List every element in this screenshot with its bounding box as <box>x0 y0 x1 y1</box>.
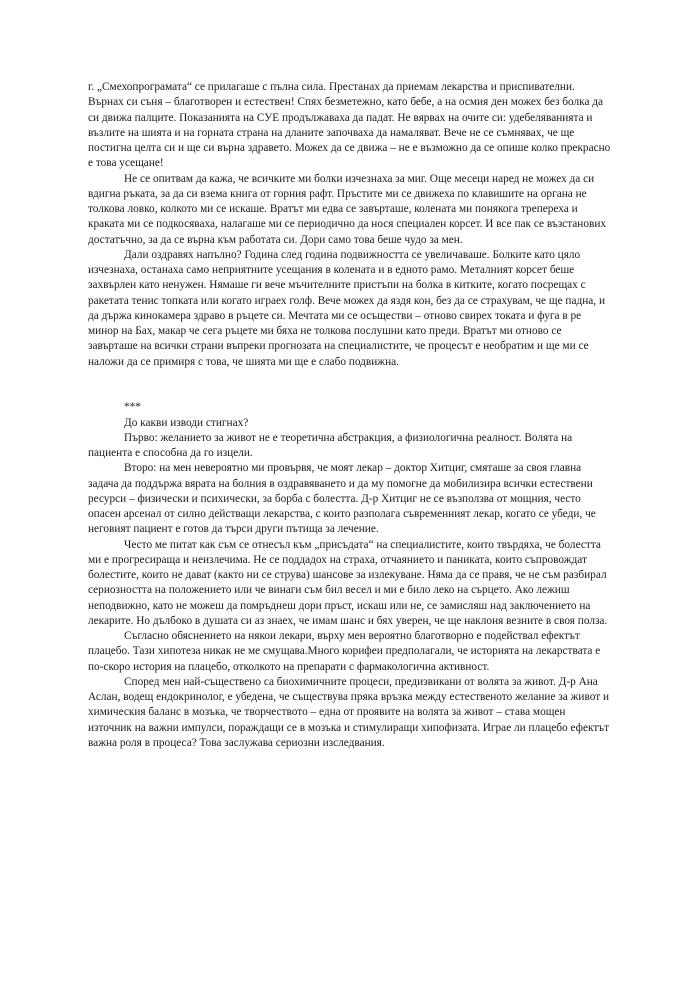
document-page <box>88 80 612 751</box>
paragraph-verdict: Често ме питат как съм се отнесъл към „присъдата“ на специалистите, които твърдяха, че болестта ми е прогресираща и неизлечима. Не се поддадох на страха, отчаянието и паниката, които съпровождат болестите, които не дават (както ни се струва) шансове за излекуване. Няма да се правя, че не съм разбирал сериозността на положението или че винаги съм бил весел и ми е било леко на сърцето. Ако лежиш неподвижно, като не можеш да помръднеш дори пръст, искаш или не, се замисляш над заключението на лекарите. Но дълбоко в душата си аз знаех, че имам шанс и бях уверен, че ще наклоня везните в своя полза. <box>88 538 608 627</box>
paragraph-placebo: Съгласно обяснението на някои лекари, върху мен вероятно благотворно е подействал ефектът плацебо. Тази хипотеза никак не ме смущава.Много корифеи предполагали, че историята на лекарствата е по-скоро история на плацебо, отколкото на препарати с фармакологична активност. <box>88 630 601 673</box>
paragraph-second-conclusion: Второ: на мен невероятно ми провървя, че моят лекар – доктор Хитциг, смяташе за своя главна задача да поддържа вярата на болния в оздравяването и да му помогне да мобилизира всички естествени ресурси – физически и психически, за борба с болестта. Д-р Хитциг не се възползва от мощния, често опасен арсенал от силно действащи лекарства, с които разполага съвременният лекар, когато се убеди, че неговият пациент е готов да търси други пътища за лечение. <box>88 462 596 536</box>
paragraph-continuation: г. „Смехопрограмата“ се прилагаше с пълна сила. Престанах да приемам лекарства и приспивателни. Върнах си съня – благотворен и естествен! Спях безметежно, като бебе, а на осмия ден можех без болка да си движа палците. Показанията на СУЕ продължаваха да падат. Не вярвах на очите си: удебеляванията и възлите на шията и на горната страна на дланите започваха да намаляват. Вече не се съмнявах, че ще постигна целта си и ще си върна здравето. Можех да се движа – не е възможно да се опише колко прекрасно е това усещане! <box>88 81 611 170</box>
paragraph-conclusions-question: До какви изводи стигнах? <box>124 416 249 429</box>
paragraph-biochemistry: Според мен най-съществено са биохимичните процеси, предизвикани от волята за живот. Д-р Ана Аслан, водещ ендокринолог, е убедена, че съществува пряка връзка между естественото желание за живот и химическия баланс в мозъка, че творчеството – една от проявите на волята за живот – става мощен източник на важни импулси, пораждащи се в мозъка и стимулиращи хипофизата. Играе ли плацебо ефектът важна роля в процеса? Това заслужава сериозни изследвания. <box>88 675 610 749</box>
paragraph-not-trying: Не се опитвам да кажа, че всичките ми болки изчезнаха за миг. Още месеци наред не можех да си вдигна ръката, за да си взема книга от горния рафт. Пръстите ми се движеха по клавишите на органа не толкова ловко, колкото ми се искаше. Вратът ми едва се завърташе, колената ми понякога трепереха и краката ми се подкосяваха, налагаше ми се периодично да нося специален корсет. И все пак се възстанових достатъчно, за да се върна към работата си. Дори само това беше чудо за мен. <box>88 172 607 246</box>
paragraph-first-conclusion: Първо: желанието за живот не е теоретична абстракция, а физиологична реалност. Волята на пациента е способна да го изцели. <box>88 431 573 459</box>
section-break: *** <box>124 401 141 414</box>
paragraph-recovered-fully: Дали оздравях напълно? Година след година подвижността се увеличаваше. Болките като цяло изчезнаха, останаха само неприятните усещания в колената и в едното рамо. Металният корсет беше захвърлен като ненужен. Нямаше ги вече мъчителните пристъпи на болка в китките, когато посрещах с ракетата тенис топката или когато играех голф. Вече можех да яздя кон, без да се страхувам, че ще падна, и да държа кинокамера здраво в ръцете си. Мечтата ми се осъществи – отново свирех токата и фуга в ре минор на Бах, макар че сега ръцете ми бяха не толкова послушни като преди. Вратът ми отново се завърташе на всички страни въпреки прогнозата на специалистите, че процесът е необратим и ще ми се наложи да се примиря с това, че шията ми ще е слабо подвижна. <box>88 248 605 368</box>
section-spacer <box>88 370 612 401</box>
